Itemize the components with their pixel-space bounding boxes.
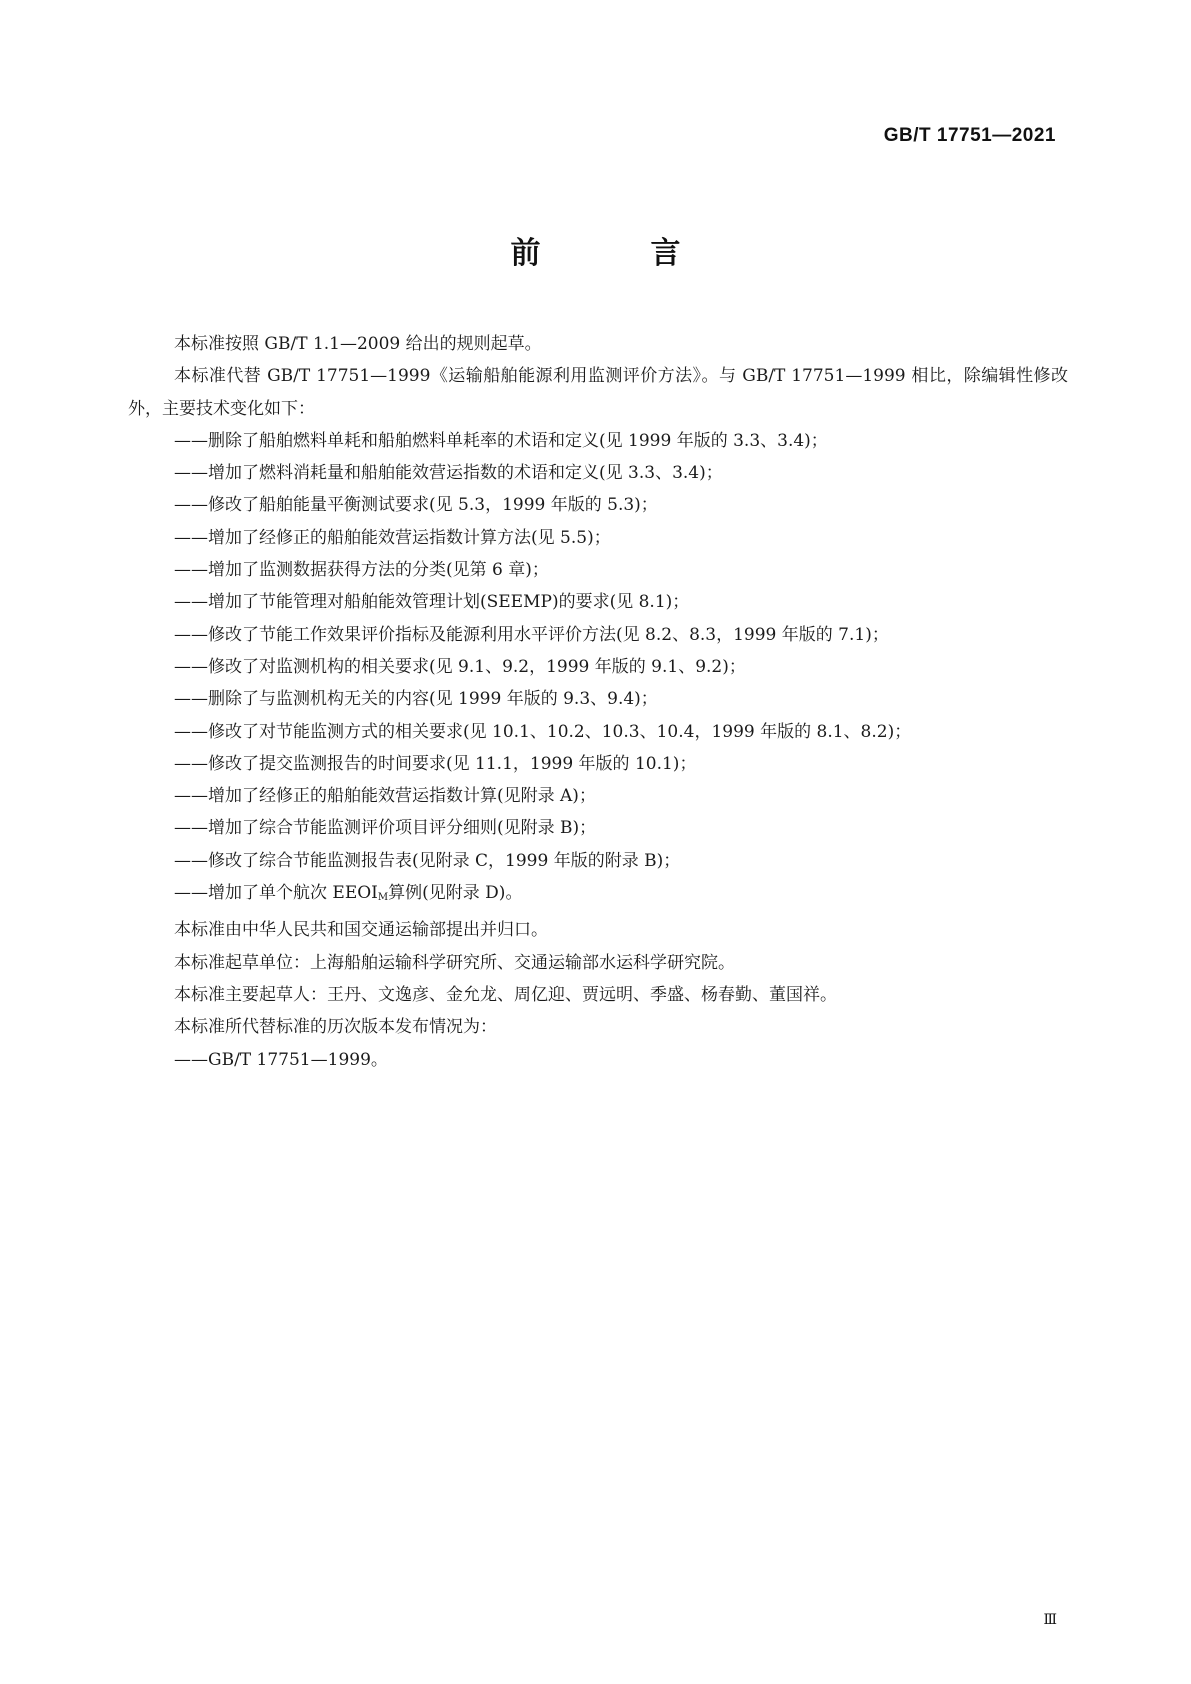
list-item: ——增加了节能管理对船舶能效管理计划(SEEMP)的要求(见 8.1)；: [174, 592, 690, 613]
list-item: ——增加了燃料消耗量和船舶能效营运指数的术语和定义(见 3.3、3.4)；: [174, 463, 723, 484]
list-item-eeoi: [128, 877, 1068, 914]
list-item: ——增加了综合节能监测评价项目评分细则(见附录 B)；: [174, 818, 597, 839]
paragraph-history: 本标准所代替标准的历次版本发布情况为：: [174, 1017, 497, 1038]
paragraph-drafters: 本标准主要起草人：王丹、文逸彦、金允龙、周亿迎、贾远明、季盛、杨春勤、董国祥。: [174, 984, 837, 1005]
paragraph-proposer: 本标准由中华人民共和国交通运输部提出并归口。: [174, 920, 548, 941]
preface-body: [128, 328, 1068, 1076]
eeoi-subscript: M: [377, 892, 389, 904]
list-item: ——修改了节能工作效果评价指标及能源利用水平评价方法(见 8.2、8.3，1999 年版的 7.1)；: [174, 624, 889, 645]
list-item: ——增加了监测数据获得方法的分类(见第 6 章)；: [174, 560, 549, 581]
list-item: ——修改了对监测机构的相关要求(见 9.1、9.2，1999 年版的 9.1、9.2)；: [174, 656, 746, 677]
list-item: ——修改了提交监测报告的时间要求(见 11.1，1999 年版的 10.1)；: [174, 753, 697, 774]
list-item: ——增加了经修正的船舶能效营运指数计算方法(见 5.5)；: [174, 527, 611, 548]
list-item: ——删除了船舶燃料单耗和船舶燃料单耗率的术语和定义(见 1999 年版的 3.3、3.4)；: [174, 430, 828, 451]
paragraph-drafting-rules: 本标准按照 GB/T 1.1—2009 给出的规则起草。: [174, 334, 542, 354]
page-title: 前 言: [510, 236, 721, 271]
paragraph-replacement: 本标准代替 GB/T 17751—1999《运输船舶能源利用监测评价方法》。与 GB/T 17751—1999 相比，除编辑性修改外，主要技术变化如下：: [128, 366, 1068, 419]
list-item: ——删除了与监测机构无关的内容(见 1999 年版的 9.3、9.4)；: [174, 689, 658, 710]
list-item-eeoi-suffix: 算例(见附录 D)。: [388, 883, 523, 904]
page-number: Ⅲ: [1043, 1612, 1056, 1628]
list-item-history: ——GB/T 17751—1999。: [174, 1049, 388, 1070]
list-item: ——增加了经修正的船舶能效营运指数计算(见附录 A)；: [174, 786, 596, 807]
standard-code: GB/T 17751—2021: [883, 125, 1056, 146]
list-item-eeoi-prefix: ——增加了单个航次 EEOI: [174, 883, 378, 904]
list-item: ——修改了综合节能监测报告表(见附录 C，1999 年版的附录 B)；: [174, 850, 681, 871]
list-item: ——修改了对节能监测方式的相关要求(见 10.1、10.2、10.3、10.4，1999 年版的 8.1、8.2)；: [174, 721, 912, 742]
list-item: ——修改了船舶能量平衡测试要求(见 5.3，1999 年版的 5.3)；: [174, 495, 658, 516]
paragraph-drafting-units: 本标准起草单位：上海船舶运输科学研究所、交通运输部水运科学研究院。: [174, 952, 735, 973]
